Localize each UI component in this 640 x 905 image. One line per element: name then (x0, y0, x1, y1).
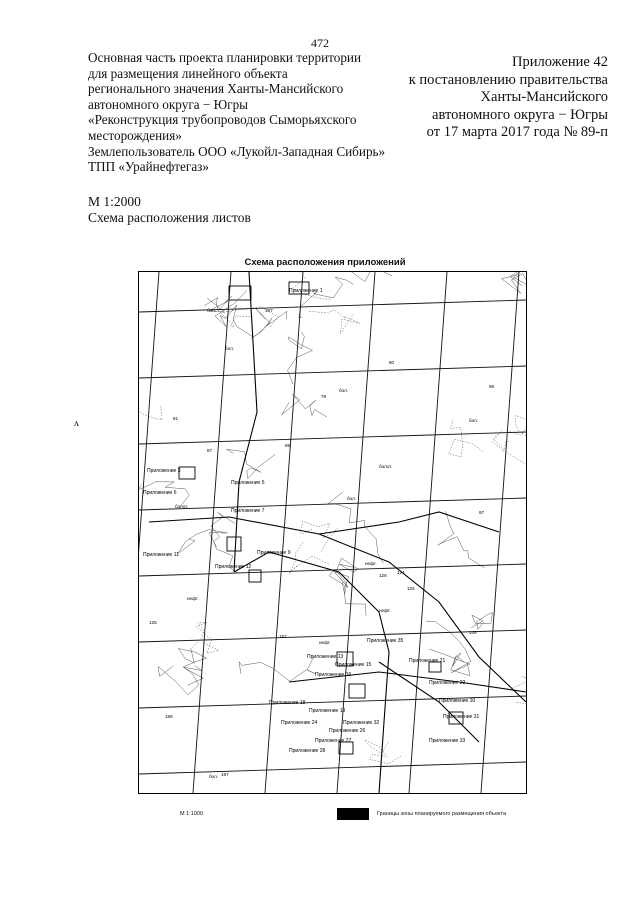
appendix-label: Приложение 18 (269, 700, 306, 706)
contour-line (227, 449, 276, 479)
contour-line (215, 291, 252, 337)
appendix-label: Приложение 31 (443, 714, 480, 720)
contour-line (289, 543, 329, 574)
scale-block (88, 194, 251, 226)
map-drawing (139, 272, 526, 793)
terrain-label: нефт. (187, 596, 199, 601)
terrain-label: нефт. (365, 561, 377, 566)
contour-line (288, 332, 313, 384)
plot-number: 188 (165, 714, 173, 719)
appendix-label: Приложение 15 (335, 662, 372, 668)
contour-line (426, 621, 471, 673)
plot-number: 80 (389, 360, 395, 365)
appendix-label: Приложение 9 (257, 550, 291, 556)
appendix-label: Приложение 11 (143, 552, 179, 558)
terrain-label: бол. (207, 308, 217, 313)
appendix-header (409, 54, 608, 142)
plot-number: 197 (221, 772, 229, 777)
project-description (88, 50, 418, 175)
route-line (234, 552, 389, 793)
terrain-label: болот. (175, 504, 189, 509)
appendix-label: Приложение 7 (231, 508, 265, 514)
grid-line (139, 366, 526, 378)
right-line: к постановлению правительства (408, 71, 608, 88)
left-line: ТПП «Урайнефтегаз» (88, 159, 209, 175)
left-line: Основная часть проекта планировки территории (88, 50, 362, 65)
plot-number: 197 (265, 308, 273, 313)
terrain-label: бол. (339, 388, 349, 393)
appendix-label: Приложение 13 (307, 654, 344, 660)
terrain-label: нефт. (379, 608, 391, 613)
page-number: 472 (311, 36, 329, 50)
contour-line (299, 277, 354, 318)
appendix-label: Приложение 5 (231, 480, 265, 486)
left-line: регионального значения Ханты-Мансийского (88, 81, 344, 97)
contour-line (294, 272, 392, 282)
appendix-label: Приложение 32 (343, 720, 380, 726)
appendix-label: Приложение 12 (215, 564, 252, 570)
left-line: месторождения» (88, 127, 182, 143)
appendix-label: Приложение 26 (329, 728, 366, 734)
sheet-box (179, 467, 195, 479)
sheet-box (249, 570, 261, 582)
grid-line (139, 630, 526, 642)
legend-boundary-swatch (337, 808, 369, 820)
appendix-label: Приложение 27 (315, 738, 352, 744)
sheet-box (229, 286, 251, 300)
plot-number: 96 (489, 384, 495, 389)
appendix-label: Приложение 16 (315, 672, 352, 678)
terrain-label: бол. (469, 418, 479, 423)
contour-line (158, 666, 203, 695)
right-line: Ханты-Мансийского (480, 89, 608, 105)
terrain-label: бол. (347, 496, 357, 501)
left-line: для размещения линейного объекта (88, 65, 288, 81)
right-line: от 17 марта 2017 года № 89-п (426, 124, 608, 140)
contour-line (492, 431, 526, 468)
left-line: автономного округа − Югры (88, 96, 249, 112)
grid-line (139, 498, 526, 510)
contour-line (471, 613, 492, 630)
plot-number: 125 (407, 586, 415, 591)
right-line: автономного округа − Югры (432, 106, 608, 123)
plot-number: 149 (469, 630, 477, 635)
appendix-label: Приложение 28 (289, 748, 326, 754)
terrain-label: болот. (379, 464, 393, 469)
appendix-label: Приложение 24 (281, 720, 318, 726)
grid-line (139, 432, 526, 444)
appendix-label: Приложение 30 (439, 698, 476, 704)
grid-line (139, 300, 526, 312)
left-line: «Реконструкция трубопроводов Сыморьяхского (88, 112, 357, 128)
left-line: Землепользователь ООО «Лукойл-Западная Сибирь» (88, 143, 386, 159)
right-line: Приложение 42 (512, 54, 608, 70)
plot-number: 128 (379, 573, 387, 578)
route-line (234, 272, 257, 572)
plot-number: 97 (479, 510, 485, 515)
appendix-label: Приложение 22 (429, 680, 466, 686)
plot-number: 126 (149, 620, 157, 625)
appendix-label: Приложение 35 (367, 638, 404, 644)
legend-boundary-label: Границы зоны планируемого размещения объекта (377, 811, 507, 817)
sheet-scheme-label: Схема расположения листов (88, 210, 251, 225)
terrain-label: бол. (225, 346, 235, 351)
plot-number: 124 (397, 570, 405, 575)
edge-mark: ʌ (74, 418, 79, 429)
contour-line (178, 530, 228, 554)
plot-number: 87 (207, 448, 213, 453)
contour-line (502, 272, 526, 293)
scale-label: М 1:2000 (88, 194, 141, 209)
terrain-label: бол. (209, 774, 219, 779)
site-map (138, 271, 527, 794)
appendix-label: Приложение 21 (409, 658, 446, 664)
appendix-label: Приложение 3 (147, 468, 181, 474)
map-title: Схема расположения приложений (244, 257, 406, 268)
contour-line (300, 521, 338, 551)
sheet-box (227, 537, 241, 551)
plot-number: 167 (279, 634, 287, 639)
route-line (319, 512, 499, 534)
plot-number: 81 (173, 416, 179, 421)
terrain-label: нефт. (319, 640, 331, 645)
contour-line (309, 310, 359, 334)
appendix-label: Приложение 6 (143, 490, 177, 496)
appendix-label: Приложение 1 (289, 288, 323, 294)
grid-line (481, 272, 519, 793)
contour-line (139, 392, 162, 420)
contour-line (449, 420, 483, 457)
legend-scale: М 1:1000 (180, 811, 203, 817)
contour-line (506, 415, 526, 443)
appendix-label: Приложение 33 (429, 738, 466, 744)
plot-number: 79 (321, 394, 327, 399)
plot-number: 89 (285, 443, 291, 448)
sheet-box (349, 684, 365, 698)
grid-line (337, 272, 375, 793)
grid-line (139, 762, 526, 774)
grid-line (409, 272, 447, 793)
grid-line (139, 272, 159, 793)
appendix-label: Приложение 19 (309, 708, 346, 714)
contour-line (239, 657, 316, 681)
terrain-contours (139, 272, 526, 764)
